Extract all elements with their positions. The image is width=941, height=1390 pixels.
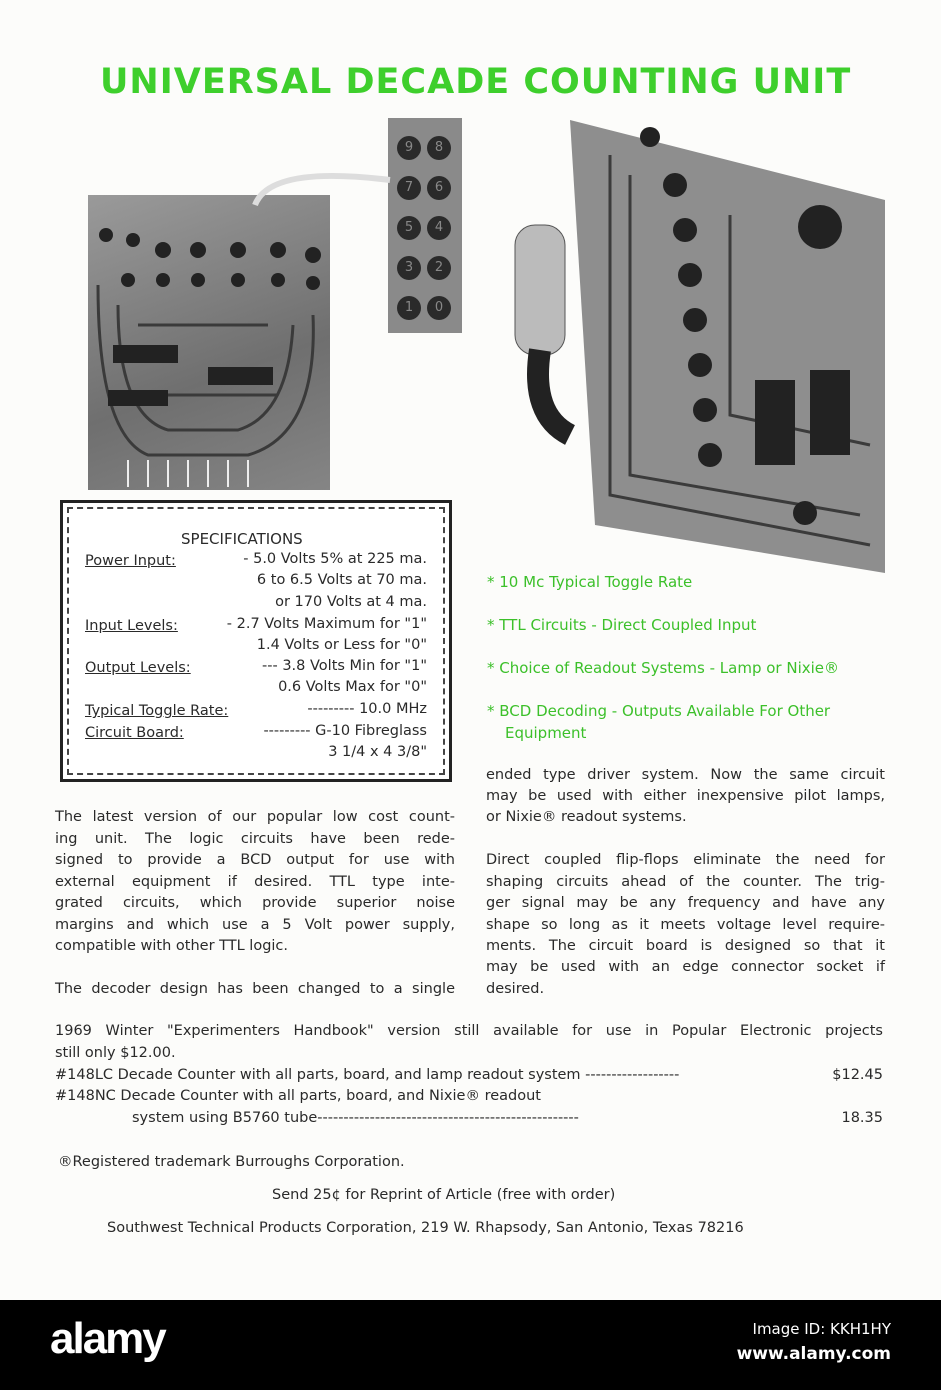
spec-value: --- 3.8 Volts Min for "1" (262, 658, 427, 674)
circuit-board-photo (88, 195, 330, 490)
product-148lc-price: $12.45 (832, 1067, 883, 1083)
spec-value: 1.4 Volts or Less for "0" (256, 637, 427, 653)
body-text-line: desired. (486, 981, 545, 997)
company-address: Southwest Technical Products Corporation, 219 W. Rhapsody, San Antonio, Texas 78216 (107, 1220, 744, 1236)
ribbon-cable (250, 160, 400, 210)
nixie-board-photo (510, 115, 888, 573)
readout-digit: 3 (397, 256, 421, 280)
body-text-line: ments. The circuit board is designed so that it (486, 938, 885, 954)
lamp-readout-photo (388, 118, 462, 333)
body-text-line: may be used with either inexpensive pilot lamps, (486, 788, 885, 804)
readout-digit: 6 (427, 176, 451, 200)
spec-value: - 5.0 Volts 5% at 225 ma. (243, 551, 427, 567)
body-text-line: or Nixie® readout systems. (486, 809, 687, 825)
spec-value: --------- G-10 Fibreglass (263, 723, 427, 739)
body-text-line: margins and which use a 5 Volt power supply, (55, 917, 455, 933)
trademark-note: ®Registered trademark Burroughs Corporation. (58, 1154, 405, 1170)
nixie-board-image (510, 115, 888, 573)
product-148lc: #148LC Decade Counter with all parts, board, and lamp readout system ------------------ (55, 1067, 680, 1083)
body-text-line: ended type driver system. Now the same circuit (486, 767, 885, 783)
pricing-note: still only $12.00. (55, 1045, 176, 1061)
product-148nc-price: 18.35 (841, 1110, 883, 1126)
body-text-line: may be used with an edge connector socket if (486, 959, 885, 975)
feature-item: * TTL Circuits - Direct Coupled Input (487, 616, 757, 634)
readout-digit: 1 (397, 296, 421, 320)
readout-digit: 0 (427, 296, 451, 320)
product-148nc: #148NC Decade Counter with all parts, board, and Nixie® readout (55, 1088, 541, 1104)
page-title: UNIVERSAL DECADE COUNTING UNIT (100, 62, 852, 102)
body-text-line: ing unit. The logic circuits have been rede- (55, 831, 455, 847)
readout-digit: 2 (427, 256, 451, 280)
body-text-line: The latest version of our popular low cost count- (55, 809, 455, 825)
feature-item: * Choice of Readout Systems - Lamp or Nixie® (487, 659, 840, 677)
spec-value: or 170 Volts at 4 ma. (275, 594, 427, 610)
body-text-line: signed to provide a BCD output for use with (55, 852, 455, 868)
readout-digit: 4 (427, 216, 451, 240)
reprint-note: Send 25¢ for Reprint of Article (free with order) (272, 1187, 616, 1203)
spec-value: 6 to 6.5 Volts at 70 ma. (256, 572, 427, 588)
watermark-bar (0, 1300, 941, 1390)
readout-digit: 8 (427, 136, 451, 160)
spec-value: - 2.7 Volts Maximum for "1" (226, 616, 427, 632)
spec-label-toggle-rate: Typical Toggle Rate: (85, 703, 229, 719)
body-text-line: Direct coupled flip-flops eliminate the need for (486, 852, 885, 868)
readout-digit: 9 (397, 136, 421, 160)
readout-digit: 5 (397, 216, 421, 240)
image-id: Image ID: KKH1HY (752, 1320, 891, 1338)
body-text-line: ger signal may be any frequency and have any (486, 895, 885, 911)
spec-value: --------- 10.0 MHz (307, 701, 427, 717)
spec-value: 0.6 Volts Max for "0" (278, 679, 427, 695)
product-148nc-continued: system using B5760 tube-------------------------------------------------- (132, 1110, 579, 1126)
body-text-line: external equipment if desired. TTL type inte- (55, 874, 455, 890)
body-text-line: shaping circuits ahead of the counter. The trig- (486, 874, 885, 890)
spec-value: 3 1/4 x 4 3/8" (328, 744, 427, 760)
spec-label-output-levels: Output Levels: (85, 660, 191, 676)
spec-label-power-input: Power Input: (85, 553, 176, 569)
pricing-note: 1969 Winter "Experimenters Handbook" version still available for use in Popular Electronic projects (55, 1023, 883, 1039)
specifications-box (60, 500, 452, 782)
alamy-logo: alamy (50, 1314, 165, 1363)
feature-item: * BCD Decoding - Outputs Available For Other (487, 702, 831, 720)
body-text-line: compatible with other TTL logic. (55, 938, 289, 954)
body-text-line: shape so long as it meets voltage level require- (486, 917, 885, 933)
body-text-line: grated circuits, which provide superior noise (55, 895, 455, 911)
circuit-board-image (88, 195, 330, 490)
body-text-line: The decoder design has been changed to a single (55, 981, 455, 997)
readout-digit: 7 (397, 176, 421, 200)
watermark-url: www.alamy.com (736, 1344, 891, 1364)
feature-item: * 10 Mc Typical Toggle Rate (487, 573, 693, 591)
feature-item-continued: Equipment (505, 724, 587, 742)
spec-label-circuit-board: Circuit Board: (85, 725, 184, 741)
specifications-heading: SPECIFICATIONS (181, 530, 303, 548)
spec-label-input-levels: Input Levels: (85, 618, 178, 634)
